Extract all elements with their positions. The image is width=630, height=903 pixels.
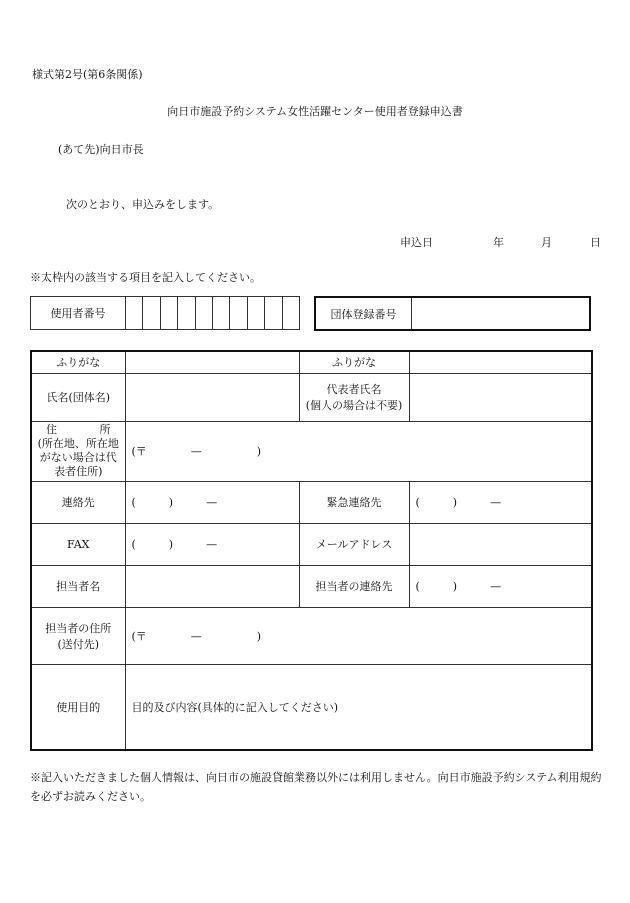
furigana-field[interactable] — [125, 351, 299, 373]
table-row — [31, 664, 592, 750]
purpose-hint: 目的及び内容(具体的に記入してください) — [131, 700, 339, 714]
fax-field[interactable]: ( ) — — [125, 523, 299, 565]
user-number-digit[interactable] — [178, 297, 195, 329]
table-row — [31, 351, 592, 373]
contact-label: 連絡先 — [31, 481, 125, 523]
person-contact-field[interactable]: ( ) — — [409, 565, 592, 607]
name-field[interactable] — [125, 373, 299, 421]
rep-furigana-field[interactable] — [409, 351, 592, 373]
address-label-b: 所 — [99, 423, 111, 436]
table-row — [31, 373, 592, 421]
group-number-field[interactable] — [412, 298, 589, 329]
instruction-note: ※太枠内の該当する項目を記入してください。 — [30, 271, 261, 284]
fax-label: FAX — [31, 523, 125, 565]
email-field[interactable] — [409, 523, 592, 565]
emergency-contact-field[interactable]: ( ) — — [409, 481, 592, 523]
postal-code-template: (〒 — ) — [131, 445, 262, 458]
address-label — [32, 423, 125, 437]
purpose-field[interactable] — [125, 664, 592, 750]
document-title: 向日市施設予約システム女性活躍センター使用者登録申込書 — [167, 105, 463, 118]
form-number: 様式第2号(第6条関係) — [32, 68, 143, 81]
emergency-contact-label: 緊急連絡先 — [299, 481, 409, 523]
group-number-label: 団体登録番号 — [316, 298, 412, 329]
contact-field[interactable]: ( ) — — [125, 481, 299, 523]
person-address-field[interactable] — [125, 607, 592, 664]
postal-code-template: (〒 — ) — [131, 629, 262, 643]
table-row — [31, 565, 592, 607]
person-in-charge-label: 担当者名 — [31, 565, 125, 607]
rep-name-text: 代表者氏名 — [326, 383, 382, 396]
address-note: がない場合は代 — [39, 451, 117, 464]
address-field[interactable] — [125, 421, 592, 481]
person-in-charge-field[interactable] — [125, 565, 299, 607]
user-number-digit[interactable] — [126, 297, 143, 329]
date-day: 日 — [590, 236, 601, 249]
person-address-note: (送付先) — [57, 637, 100, 651]
table-row — [31, 421, 592, 481]
user-number-box — [30, 296, 300, 330]
table-row — [31, 523, 592, 565]
user-number-digit[interactable] — [196, 297, 213, 329]
name-label: 氏名(団体名) — [31, 373, 125, 421]
intro-text: 次のとおり、申込みをします。 — [66, 198, 220, 211]
person-address-label — [31, 607, 125, 664]
user-number-digit[interactable] — [213, 297, 230, 329]
rep-name-label — [299, 373, 409, 421]
date-month: 月 — [541, 236, 552, 249]
date-year: 年 — [493, 236, 504, 249]
address-label-cell — [31, 421, 125, 481]
addressee: (あて先)向日市長 — [58, 143, 144, 156]
email-label: メールアドレス — [299, 523, 409, 565]
user-number-label: 使用者番号 — [31, 297, 126, 329]
table-row — [31, 607, 592, 664]
person-contact-label: 担当者の連絡先 — [299, 565, 409, 607]
date-label: 申込日 — [400, 236, 433, 249]
user-number-digit[interactable] — [230, 297, 247, 329]
user-number-digit[interactable] — [248, 297, 265, 329]
purpose-label: 使用目的 — [31, 664, 125, 750]
user-number-digit[interactable] — [161, 297, 178, 329]
user-number-digit[interactable] — [283, 297, 299, 329]
user-number-digit[interactable] — [265, 297, 282, 329]
address-note: (所在地、所在地 — [37, 437, 119, 450]
furigana-label: ふりがな — [31, 351, 125, 373]
address-note: 表者住所) — [54, 465, 103, 478]
rep-name-note: (個人の場合は不要) — [305, 399, 403, 412]
person-address-text: 担当者の住所 — [45, 621, 112, 635]
rep-furigana-label: ふりがな — [299, 351, 409, 373]
table-row — [31, 481, 592, 523]
privacy-note: ※記入いただきました個人情報は、向日市の施設貸館業務以外には利用しません。向日市施設予約システム利用規約を必ずお読みください。 — [30, 771, 602, 803]
user-number-digit[interactable] — [143, 297, 160, 329]
address-label-a: 住 — [46, 423, 57, 436]
group-number-box — [314, 296, 591, 331]
rep-name-field[interactable] — [409, 373, 592, 421]
application-table — [30, 350, 593, 751]
